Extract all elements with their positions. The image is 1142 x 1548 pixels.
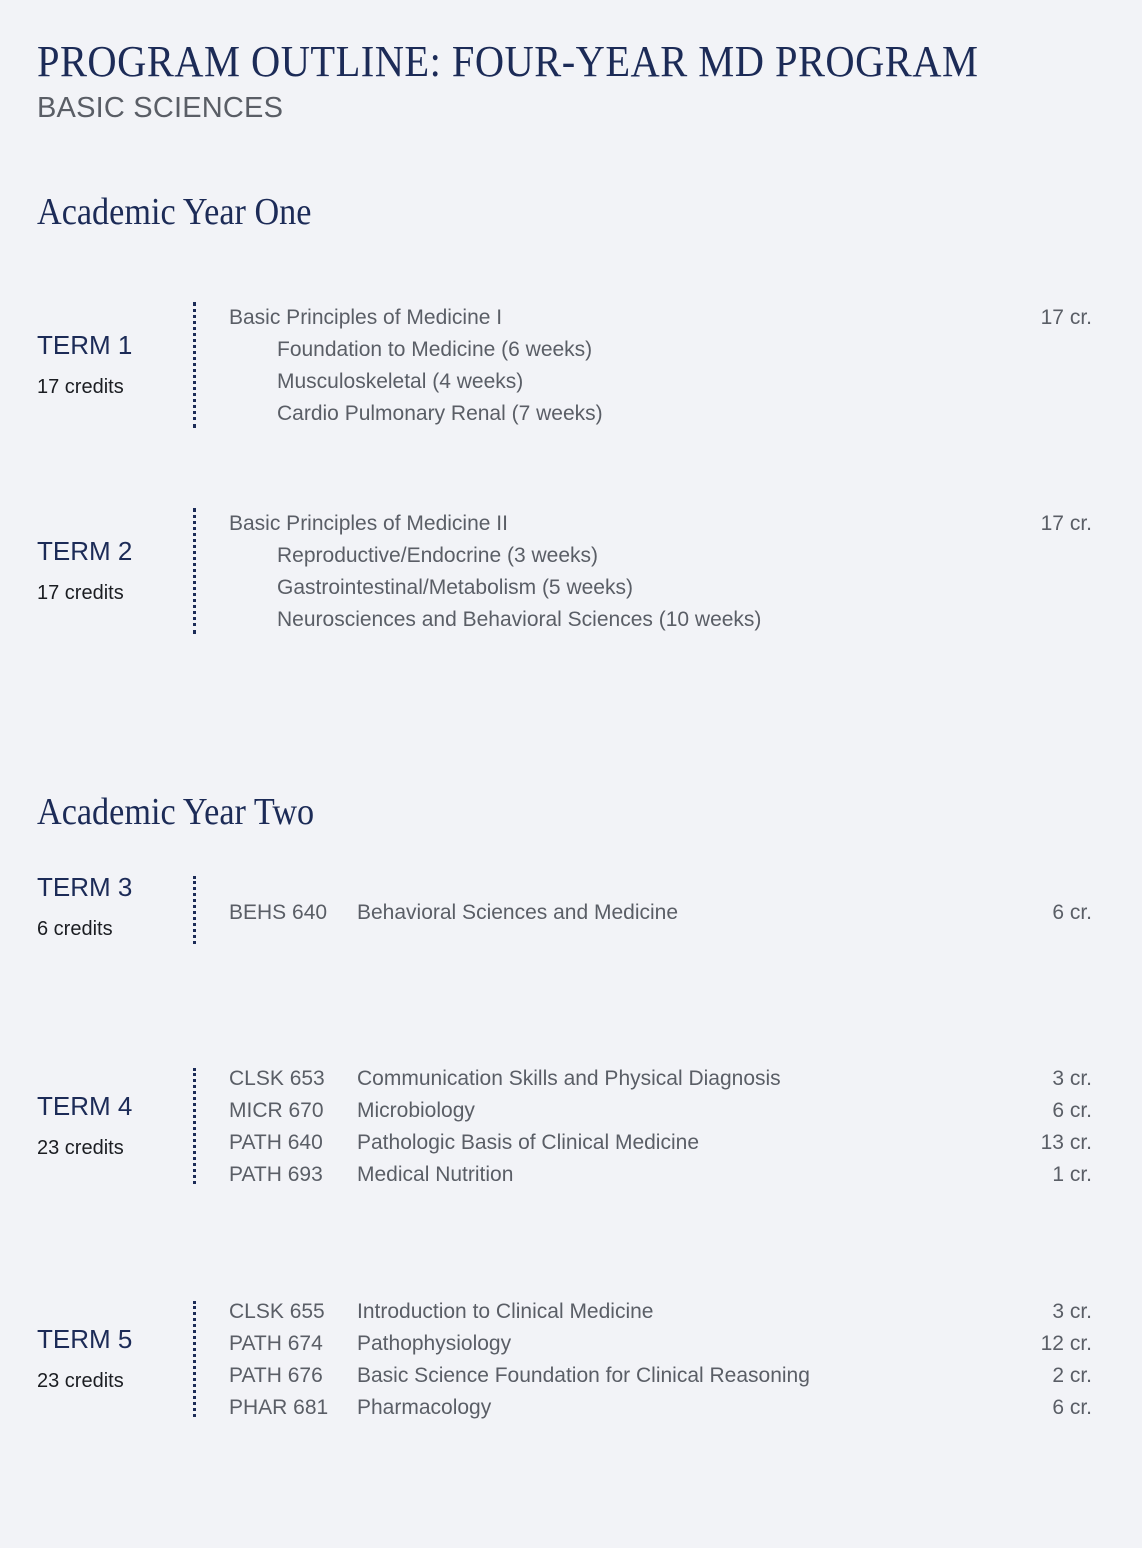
term-credits: 17 credits: [37, 582, 124, 604]
dotted-divider: [193, 876, 196, 944]
dotted-divider: [193, 508, 196, 634]
course-title: Basic Science Foundation for Clinical Reasoning: [357, 1364, 810, 1387]
page-subtitle: BASIC SCIENCES: [37, 92, 284, 124]
dotted-divider: [193, 1068, 196, 1184]
term-name: TERM 3: [37, 872, 133, 902]
course-title: Pathologic Basis of Clinical Medicine: [357, 1131, 699, 1154]
course-code: PATH 693: [229, 1163, 323, 1186]
course-code: CLSK 653: [229, 1067, 325, 1090]
course-title: Basic Principles of Medicine I: [229, 306, 503, 329]
course-code: MICR 670: [229, 1099, 324, 1122]
course-credits: 13 cr.: [1040, 1131, 1092, 1154]
term-name: TERM 1: [37, 330, 133, 360]
module-item: Cardio Pulmonary Renal (7 weeks): [277, 402, 603, 425]
term-credits: 23 credits: [37, 1370, 124, 1392]
year-heading: Academic Year Two: [37, 791, 315, 833]
course-title: Pathophysiology: [357, 1332, 512, 1355]
module-item: Musculoskeletal (4 weeks): [277, 370, 524, 393]
course-credits: 6 cr.: [1052, 1099, 1092, 1122]
course-code: PATH 674: [229, 1332, 323, 1355]
course-title: Microbiology: [357, 1099, 475, 1122]
term-credits: 17 credits: [37, 376, 124, 398]
course-title: Introduction to Clinical Medicine: [357, 1300, 654, 1323]
course-credits: 3 cr.: [1052, 1067, 1092, 1090]
year-heading: Academic Year One: [37, 191, 312, 233]
course-credits: 1 cr.: [1052, 1163, 1092, 1186]
course-title: Behavioral Sciences and Medicine: [357, 901, 679, 924]
term-name: TERM 4: [37, 1091, 133, 1121]
course-credits: 3 cr.: [1052, 1300, 1092, 1323]
course-credits: 6 cr.: [1052, 901, 1092, 924]
module-item: Reproductive/Endocrine (3 weeks): [277, 544, 598, 567]
course-code: CLSK 655: [229, 1300, 325, 1323]
course-credits: 6 cr.: [1052, 1396, 1092, 1419]
course-title: Medical Nutrition: [357, 1163, 514, 1186]
course-code: PATH 640: [229, 1131, 323, 1154]
term-name: TERM 2: [37, 536, 133, 566]
course-credits: 12 cr.: [1040, 1332, 1092, 1355]
course-title: Pharmacology: [357, 1396, 492, 1419]
course-code: BEHS 640: [229, 901, 328, 924]
term-name: TERM 5: [37, 1324, 133, 1354]
course-credits: 2 cr.: [1052, 1364, 1092, 1387]
page-title: PROGRAM OUTLINE: FOUR-YEAR MD PROGRAM: [37, 37, 979, 86]
course-title: Communication Skills and Physical Diagnosis: [357, 1067, 781, 1090]
course-code: PATH 676: [229, 1364, 323, 1387]
module-item: Neurosciences and Behavioral Sciences (10 weeks): [277, 608, 762, 631]
course-credits: 17 cr.: [1040, 306, 1092, 329]
module-item: Foundation to Medicine (6 weeks): [277, 338, 593, 361]
term-credits: 6 credits: [37, 918, 113, 940]
course-code: PHAR 681: [229, 1396, 329, 1419]
term-credits: 23 credits: [37, 1137, 124, 1159]
course-credits: 17 cr.: [1040, 512, 1092, 535]
course-title: Basic Principles of Medicine II: [229, 512, 508, 535]
dotted-divider: [193, 1301, 196, 1417]
module-item: Gastrointestinal/Metabolism (5 weeks): [277, 576, 633, 599]
dotted-divider: [193, 302, 196, 428]
